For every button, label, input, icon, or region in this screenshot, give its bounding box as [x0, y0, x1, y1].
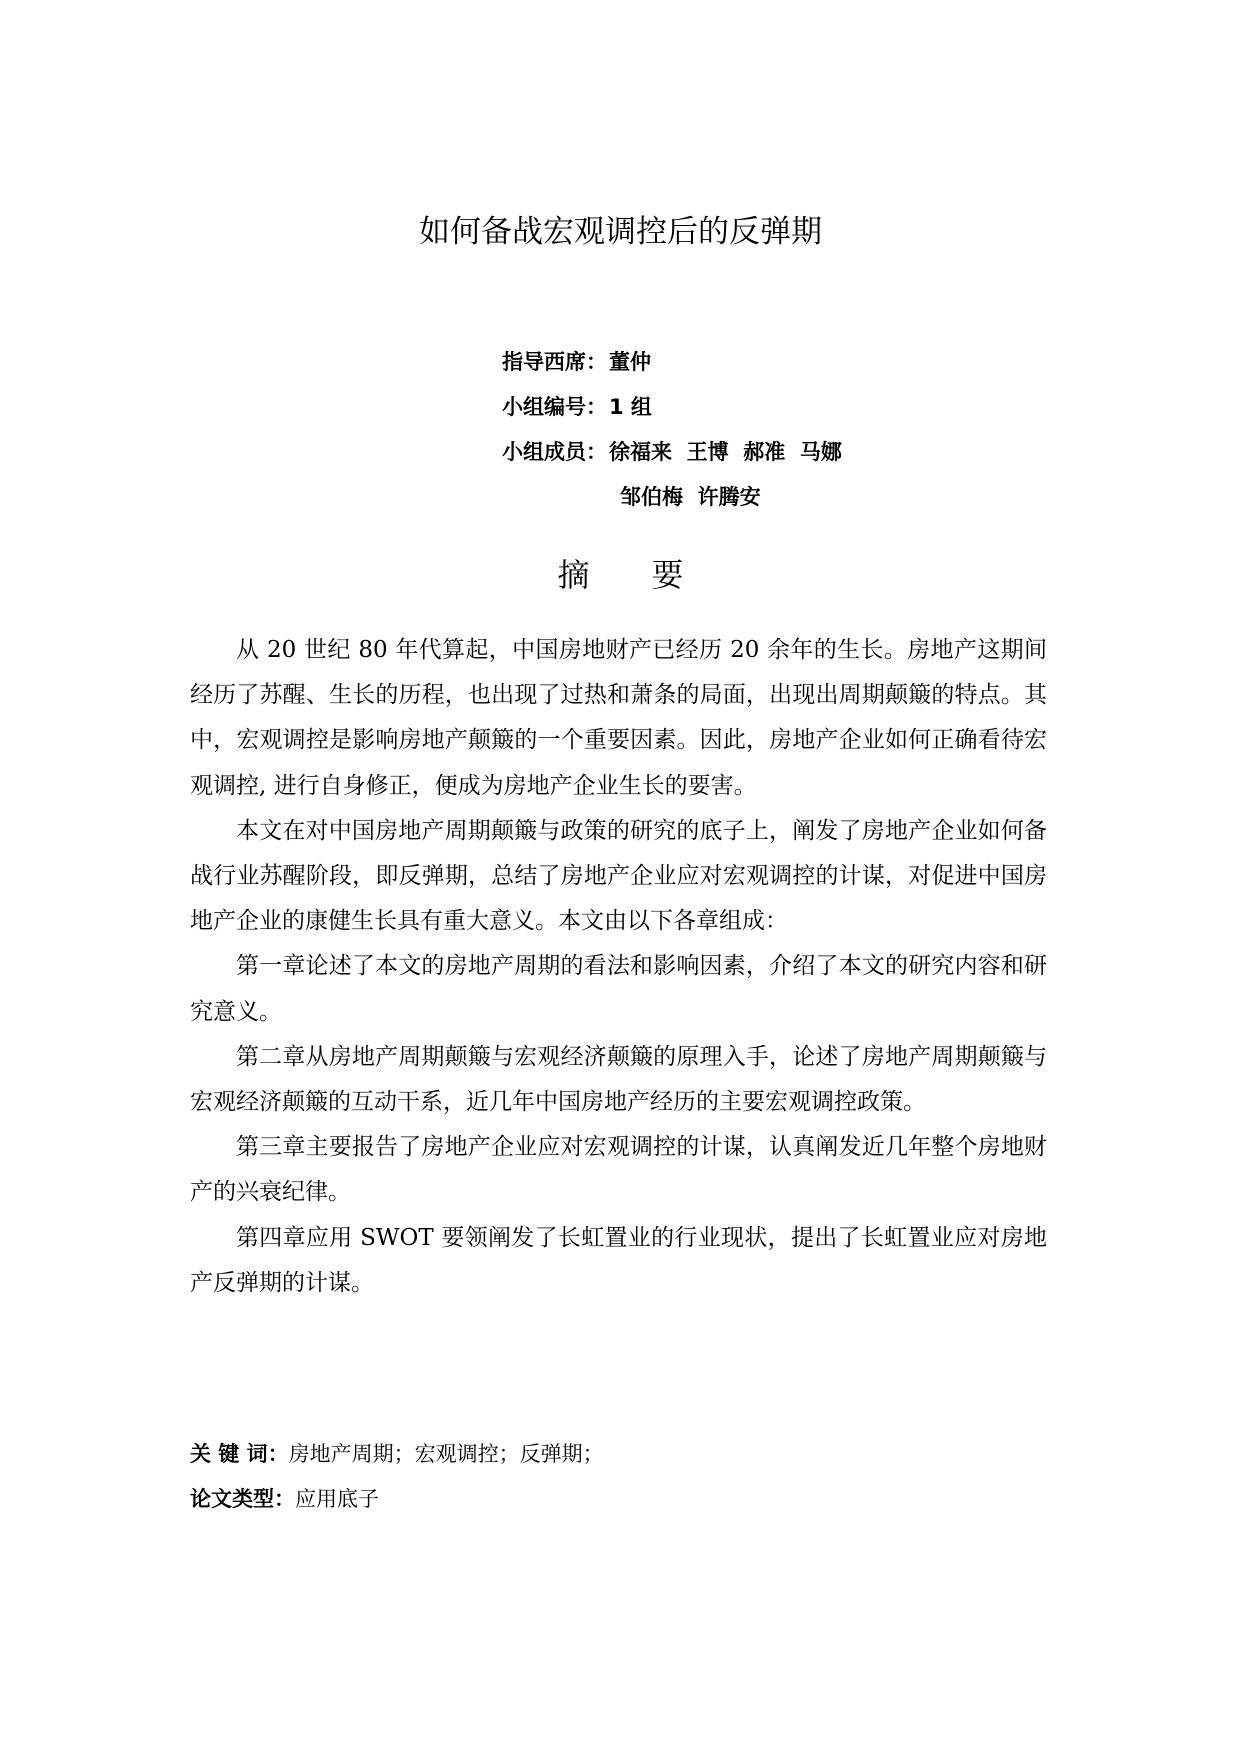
abstract-paragraph: 从 20 世纪 80 年代算起，中国房地财产已经历 20 余年的生长。房地产这期间经历了苏醒、生长的历程，也出现了过热和萧条的局面，出现出周期颠簸的特点。其中，宏观调控是影响房地产颠簸的一个重要因素。因此，房地产企业如何正确看待宏观调控, 进行自身修正，便成为房地产企业生长的要害。	[190, 637, 1047, 799]
paper-type-value: 应用底子	[295, 1487, 379, 1511]
abstract-heading	[0, 550, 1241, 600]
advisor-row	[502, 340, 1022, 385]
abstract-body	[190, 628, 1047, 1306]
keywords-label: 关 键 词：	[190, 1442, 289, 1466]
paper-type-label: 论文类型：	[190, 1487, 295, 1511]
abstract-heading-char-1: 摘	[557, 556, 590, 594]
page-title: 如何备战宏观调控后的反弹期	[419, 214, 822, 250]
members-label: 小组成员：	[502, 440, 607, 464]
advisor-label: 指导西席：	[502, 350, 607, 374]
group-number-row	[502, 385, 1022, 430]
abstract-paragraph: 第四章应用 SWOT 要领阐发了长虹置业的行业现状，提出了长虹置业应对房地产反弹期的计谋。	[190, 1224, 1047, 1296]
group-number-value: 1 组	[609, 395, 652, 419]
abstract-heading-char-2: 要	[651, 556, 684, 594]
keywords-value: 房地产周期；宏观调控；反弹期；	[288, 1442, 604, 1466]
author-info-block	[502, 340, 1022, 520]
members-line-1: 徐福来 王博 郝准 马娜	[609, 440, 842, 464]
keywords-row	[190, 1432, 1047, 1477]
abstract-paragraph: 第一章论述了本文的房地产周期的看法和影响因素，介绍了本文的研究内容和研究意义。	[190, 953, 1047, 1025]
abstract-paragraph: 第二章从房地产周期颠簸与宏观经济颠簸的原理入手，论述了房地产周期颠簸与宏观经济颠簸的互动干系，近几年中国房地产经历的主要宏观调控政策。	[190, 1043, 1047, 1116]
abstract-paragraph: 第三章主要报告了房地产企业应对宏观调控的计谋，认真阐发近几年整个房地财产的兴衰纪律。	[190, 1134, 1047, 1206]
abstract-paragraph: 本文在对中国房地产周期颠簸与政策的研究的底子上，阐发了房地产企业如何备战行业苏醒阶段，即反弹期，总结了房地产企业应对宏观调控的计谋，对促进中国房地产企业的康健生长具有重大意义。本文由以下各章组成：	[190, 817, 1047, 935]
members-line-2: 邹伯梅 许腾安	[620, 485, 761, 509]
advisor-name: 董仲	[609, 350, 651, 374]
members-row-continued	[502, 475, 1022, 520]
paper-type-row	[190, 1477, 1047, 1522]
group-number-label: 小组编号：	[502, 395, 607, 419]
members-row	[502, 430, 1022, 475]
paper-meta	[190, 1432, 1047, 1522]
